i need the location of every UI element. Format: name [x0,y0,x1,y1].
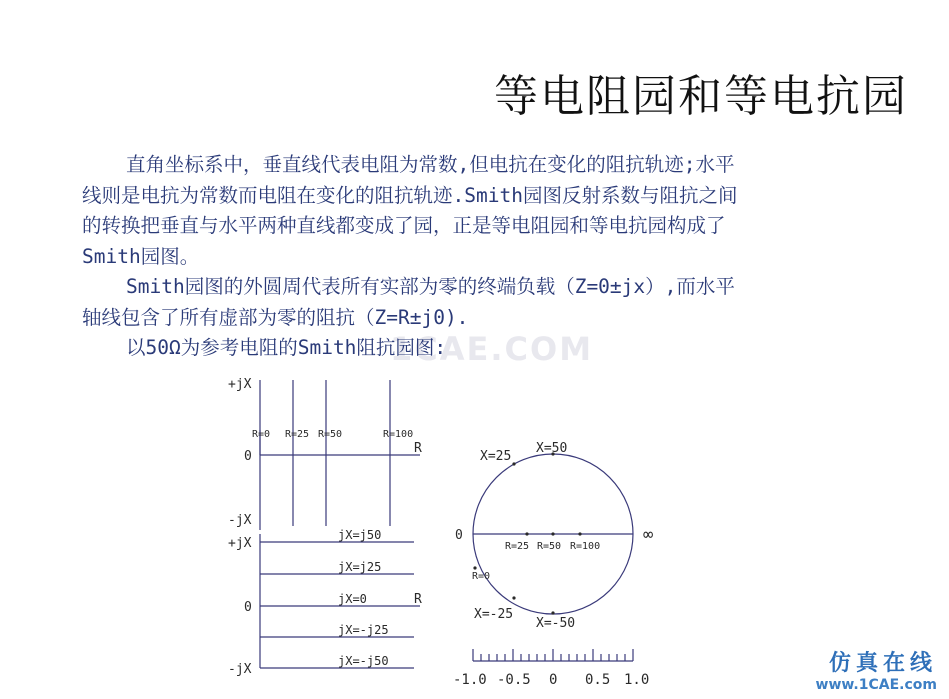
smith-infinity-label: ∞ [643,525,654,545]
smith-label-x25: X=25 [480,449,512,464]
center-watermark: 1CAE.COM [390,330,594,368]
smith-label-r0: R=0 [472,571,491,582]
brand-url: www.1CAE.com [815,677,937,693]
point-r0 [473,566,476,569]
point-r100 [578,532,581,535]
smith-zero-label: 0 [455,528,463,543]
paragraph-2-line-1: Smith园图的外圆周代表所有实部为零的终端负载（Z=0±jx）,而水平 [126,275,735,298]
scale-tick-label-0: -1.0 [453,672,487,688]
react-line-label-4: jX=-j50 [338,654,389,668]
smith-label-xneg25: X=-25 [474,607,514,622]
react-zero-label: 0 [244,600,252,615]
brand-watermark [816,646,937,693]
res-zero-label: 0 [244,449,252,464]
page-title: 等电阻园和等电抗园 [494,71,908,122]
point-r25 [525,532,528,535]
point-r50 [551,532,554,535]
res-line-label-1: R=25 [285,429,310,440]
res-line-label-3: R=100 [383,429,414,440]
resistance-diagram [260,380,420,530]
react-line-label-1: jX=j25 [338,560,382,574]
smith-label-r100: R=100 [570,541,601,552]
scale-tick-label-1: -0.5 [497,672,531,688]
res-pos-label: +jX [228,377,252,392]
paragraph-1-line-1: 直角坐标系中，垂直线代表电阻为常数,但电抗在变化的阻抗轨迹;水平 [126,153,735,176]
scale-ruler [473,649,633,661]
res-axis-label: R [414,441,422,456]
paragraph-1-line-3: 的转换把垂直与水平两种直线都变成了园，正是等电阻园和等电抗园构成了 [82,214,726,237]
react-neg-label: -jX [228,662,252,677]
res-line-label-0: R=0 [252,429,271,440]
smith-label-r50: R=50 [537,541,562,552]
point-x25 [512,462,515,465]
brand-name: 仿真在线 [828,651,937,676]
point-xneg25 [512,596,515,599]
paragraph-1-line-2: 线则是电抗为常数而电阻在变化的阻抗轨迹.Smith园图反射系数与阻抗之间 [82,183,738,207]
react-line-label-0: jX=j50 [338,528,382,542]
smith-label-xneg50: X=-50 [536,616,576,631]
paragraph-2-line-2: 轴线包含了所有虚部为零的阻抗（Z=R±j0). [82,305,469,329]
react-line-label-2: jX=0 [338,592,367,606]
point-xneg50 [551,611,554,614]
res-neg-label: -jX [228,513,252,528]
react-axis-label: R [414,592,422,607]
scale-tick-label-2: 0 [549,672,558,688]
scale-tick-label-4: 1.0 [624,672,650,688]
res-line-label-2: R=50 [318,429,343,440]
smith-label-r25: R=25 [505,541,530,552]
react-line-label-3: jX=-j25 [338,623,389,637]
react-pos-label: +jX [228,536,252,551]
paragraph-3-line-1: 以50Ω为参考电阻的Smith阻抗园图: [126,336,447,359]
paragraph-1-line-4: Smith园图。 [82,244,200,268]
smith-label-x50: X=50 [536,441,568,456]
scale-tick-label-3: 0.5 [585,672,611,688]
